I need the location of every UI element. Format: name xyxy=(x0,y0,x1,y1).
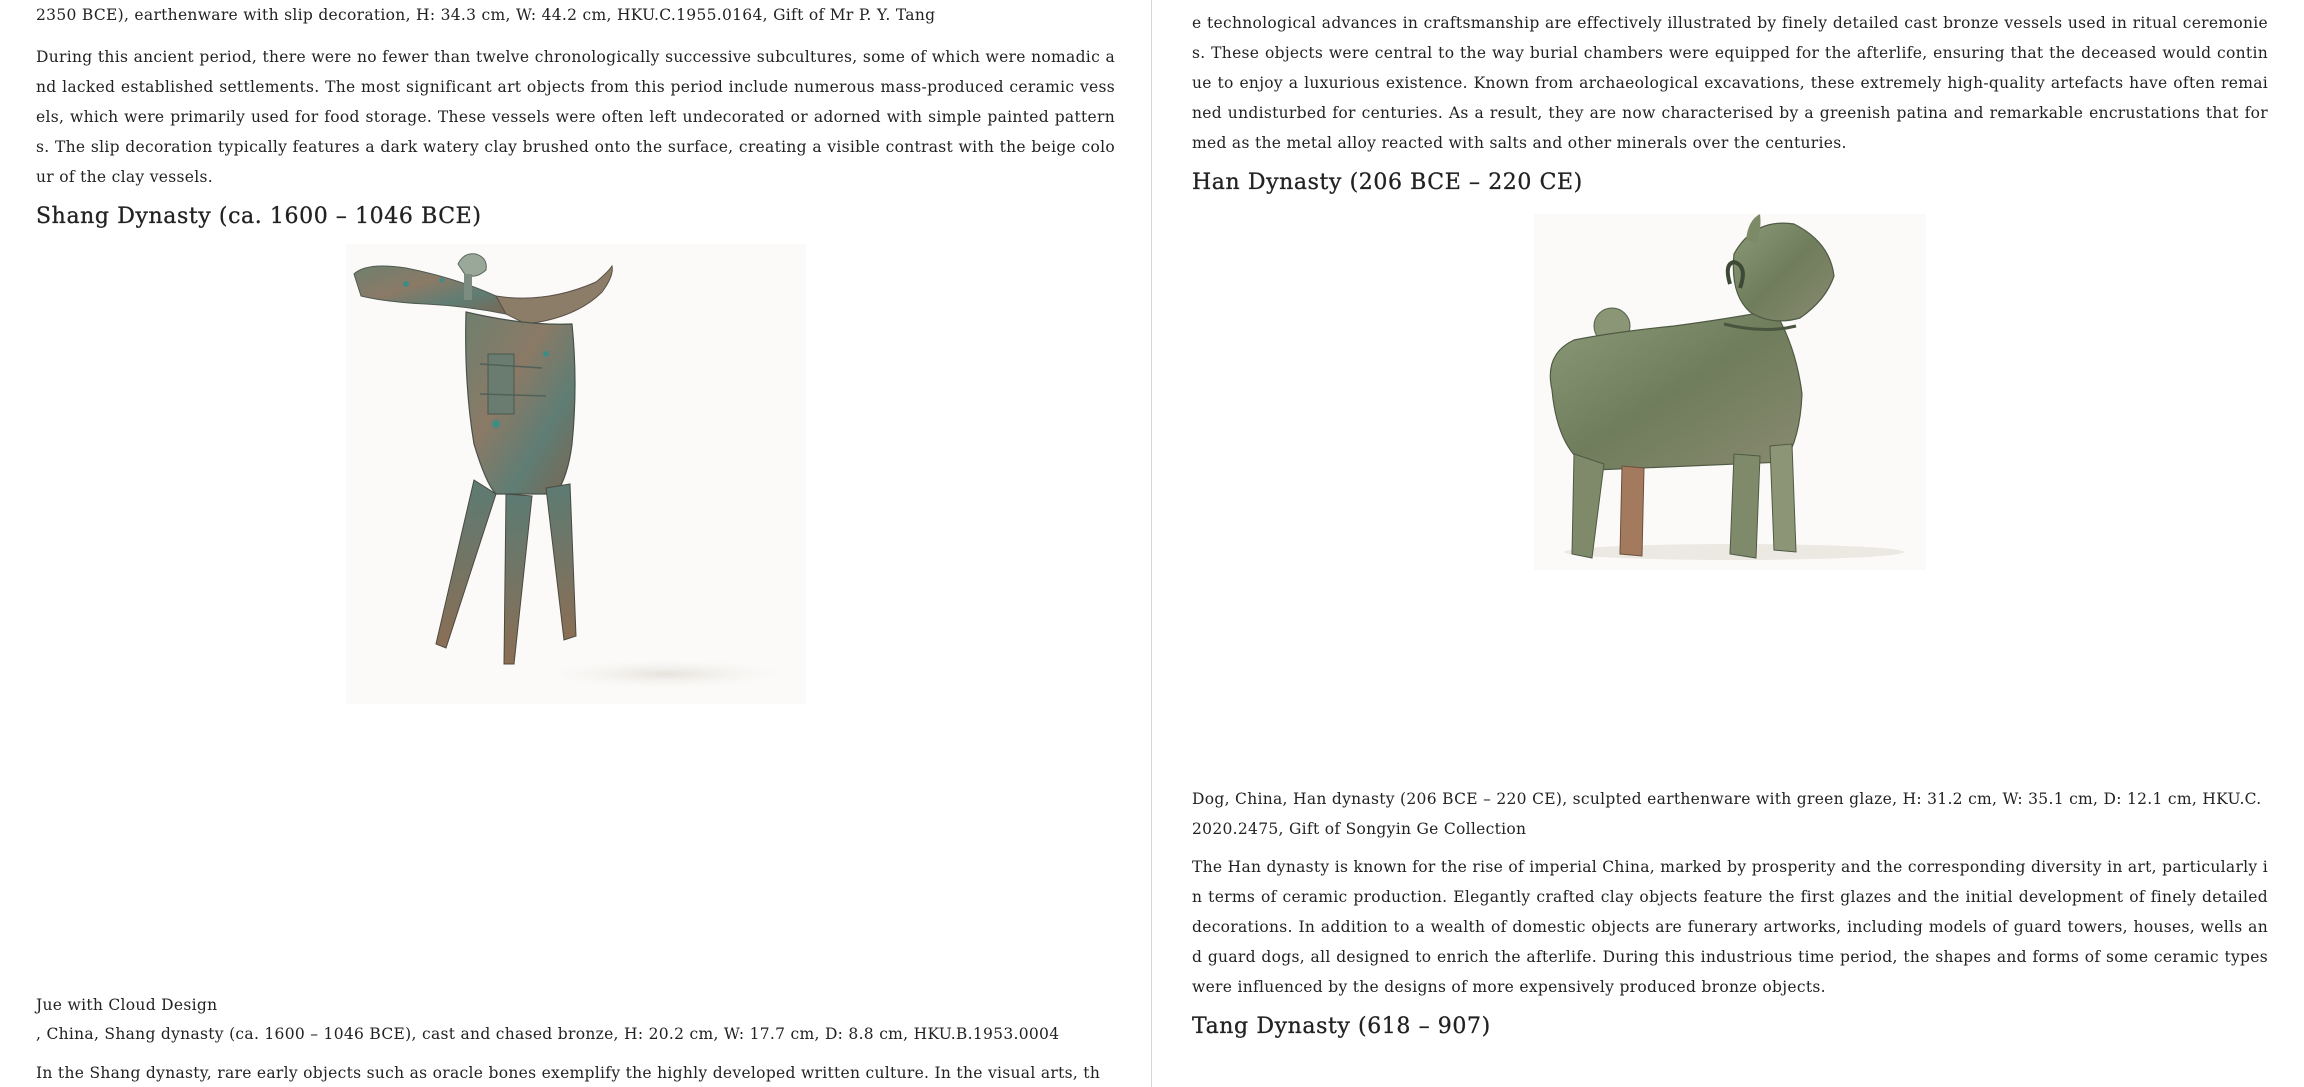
han-paragraph: The Han dynasty is known for the rise of imperial China, marked by prosperity and the corresponding diversity in art, particularly in terms of ceramic production. Elegantly crafted clay objects feature the first glazes and the initial development of finely detailed decorations. In addition to a wealth of domestic objects are funerary artworks, including models of guard towers, houses, wells and guard dogs, all designed to enrich the afterlife. During this industrious time period, the shapes and forms of some ceramic types were influenced by the designs of more expensively produced bronze objects. xyxy=(1192,858,2268,996)
jue-image xyxy=(346,244,806,704)
bronze-paragraph: e technological advances in craftsmanship are effectively illustrated by finely detailed cast bronze vessels used in ritual ceremonies. These objects were central to the way burial chambers were equipped for the afterlife, ensuring that the deceased would continue to enjoy a luxurious existence. Known from archaeological excavations, these extremely high-quality artefacts have often remained undisturbed for centuries. As a result, they are now characterised by a greenish patina and remarkable encrustations that formed as the metal alloy reacted with salts and other minerals over the centuries. xyxy=(1192,14,2268,152)
han-dog-illustration xyxy=(1534,214,1926,570)
top-caption: 2350 BCE), earthenware with slip decoration, H: 34.3 cm, W: 44.2 cm, HKU.C.1955.0164, Gift of Mr P. Y. Tang xyxy=(36,6,936,24)
jue-bronze-vessel-illustration xyxy=(346,244,806,704)
jue-caption: , China, Shang dynasty (ca. 1600 – 1046 BCE), cast and chased bronze, H: 20.2 cm, W: 17.7 cm, D: 8.8 cm, HKU.B.1953.0004 xyxy=(36,1025,1060,1043)
left-page xyxy=(0,0,1151,1087)
heading-han-dynasty: Han Dynasty (206 BCE – 220 CE) xyxy=(1192,170,1583,195)
right-page xyxy=(1152,0,2304,1087)
shang-paragraph: In the Shang dynasty, rare early objects such as oracle bones exemplify the highly developed written culture. In the visual arts, th xyxy=(36,1064,1101,1082)
intro-paragraph: During this ancient period, there were no fewer than twelve chronologically successive subcultures, some of which were nomadic and lacked established settlements. The most significant art objects from this period include numerous mass-produced ceramic vessels, which were primarily used for food storage. These vessels were often left undecorated or adorned with simple painted patterns. The slip decoration typically features a dark watery clay brushed onto the surface, creating a visible contrast with the beige colour of the clay vessels. xyxy=(36,48,1115,186)
heading-tang-dynasty: Tang Dynasty (618 – 907) xyxy=(1192,1014,1491,1039)
dog-caption: Dog, China, Han dynasty (206 BCE – 220 CE), sculpted earthenware with green glaze, H: 31.2 cm, W: 35.1 cm, D: 12.1 cm, HKU.C.2020.2475, Gift of Songyin Ge Collection xyxy=(1192,790,2262,838)
jue-title: Jue with Cloud Design xyxy=(36,996,218,1014)
dog-image xyxy=(1534,214,1926,570)
heading-shang-dynasty: Shang Dynasty (ca. 1600 – 1046 BCE) xyxy=(36,204,482,229)
